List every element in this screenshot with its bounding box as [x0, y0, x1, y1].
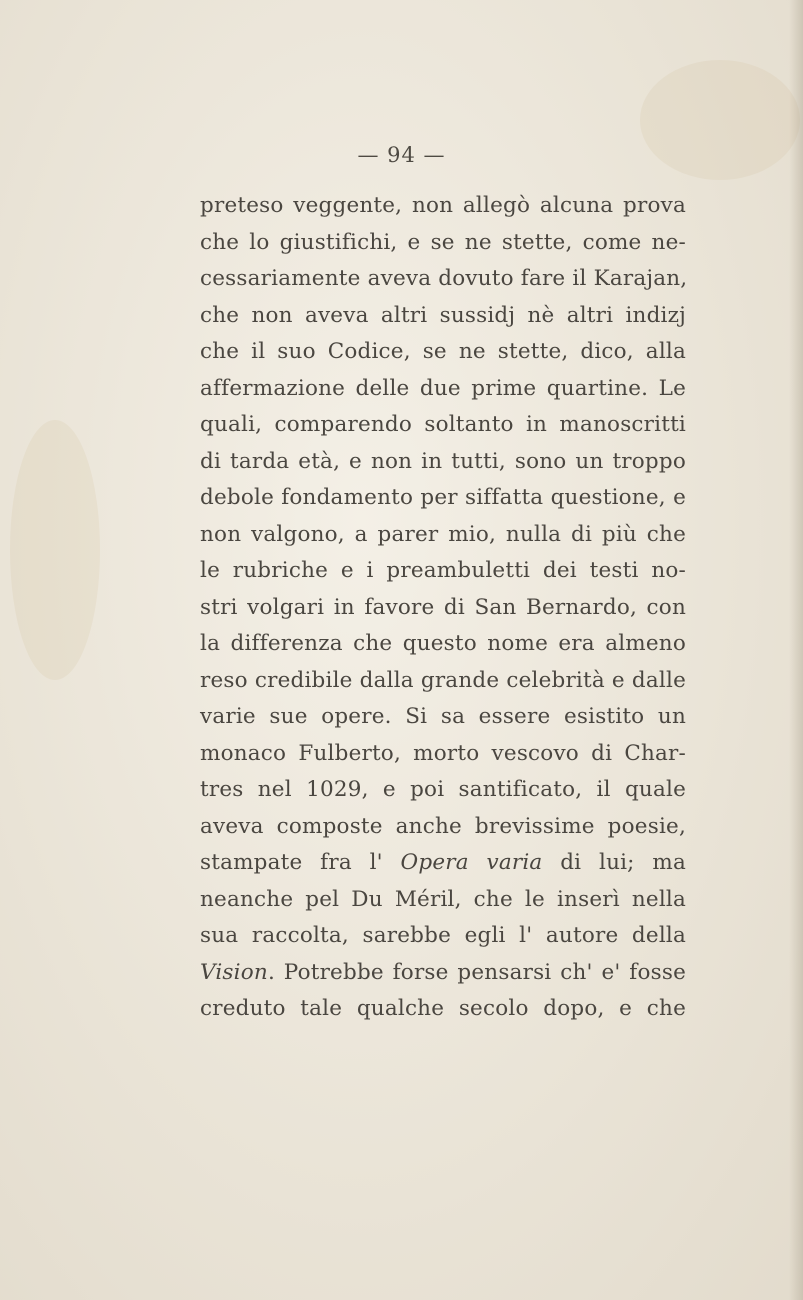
- text-line: [200, 736, 686, 773]
- page-number: — 94 —: [357, 143, 446, 167]
- italic-title: Vision: [200, 959, 268, 985]
- text-segment: che non aveva altri sussidj nè altri indizj: [200, 302, 686, 328]
- text-segment: varie sue opere. Si sa essere esistito un: [200, 704, 686, 729]
- text-segment: stri volgari in favore di San Bernardo, con: [200, 594, 686, 620]
- text-line: [200, 188, 686, 225]
- text-line: [200, 553, 686, 590]
- text-segment: neanche pel Du Méril, che le inserì nella: [200, 886, 686, 912]
- text-segment: di lui; ma: [542, 850, 686, 875]
- text-segment: le rubriche e i preambuletti dei testi no-: [200, 558, 686, 583]
- text-segment: reso credibile dalla grande celebrità e dalle: [200, 667, 686, 693]
- text-segment: la differenza che questo nome era almeno: [200, 631, 686, 656]
- italic-title: Opera varia: [400, 850, 543, 875]
- text-segment: stampate fra l': [200, 850, 401, 875]
- text-line: [200, 371, 686, 408]
- text-segment: che lo giustifichi, e se ne stette, come ne-: [200, 229, 686, 255]
- text-line: [200, 334, 686, 371]
- text-line: [200, 955, 686, 992]
- text-segment: quali, comparendo soltanto in manoscritti: [200, 412, 686, 437]
- text-line: [200, 225, 686, 262]
- paper-stain: [10, 420, 100, 680]
- text-line: [200, 991, 686, 1028]
- text-line: [200, 918, 686, 955]
- text-segment: cessariamente aveva dovuto fare il Karajan,: [200, 266, 688, 291]
- text-line: [200, 699, 686, 736]
- text-segment: di tarda età, e non in tutti, sono un troppo: [200, 448, 686, 474]
- page-edge-shadow: [789, 0, 803, 1300]
- text-segment: preteso veggente, non allegò alcuna prova: [200, 193, 686, 218]
- text-segment: monaco Fulberto, morto vescovo di Char-: [200, 740, 686, 766]
- text-line: [200, 261, 686, 298]
- text-segment: che il suo Codice, se ne stette, dico, alla: [200, 339, 686, 364]
- text-line: [200, 626, 686, 663]
- text-line: [200, 480, 686, 517]
- text-segment: creduto tale qualche secolo dopo, e che: [200, 996, 686, 1021]
- text-segment: non valgono, a parer mio, nulla di più che: [200, 521, 686, 547]
- text-line: [200, 590, 686, 627]
- text-line: [200, 517, 686, 554]
- text-segment: debole fondamento per siffatta questione, e: [200, 485, 686, 510]
- text-line: [200, 845, 686, 882]
- body-text: [200, 188, 686, 1028]
- text-segment: sua raccolta, sarebbe egli l' autore della: [200, 923, 686, 948]
- text-segment: affermazione delle due prime quartine. Le: [200, 375, 686, 401]
- text-line: [200, 772, 686, 809]
- text-line: [200, 663, 686, 700]
- text-segment: . Potrebbe forse pensarsi ch' e' fosse: [267, 959, 686, 985]
- text-line: [200, 298, 686, 335]
- text-line: [200, 444, 686, 481]
- text-line: [200, 407, 686, 444]
- text-segment: tres nel 1029, e poi santificato, il quale: [200, 777, 686, 802]
- text-segment: aveva composte anche brevissime poesie,: [200, 813, 686, 839]
- text-line: [200, 809, 686, 846]
- text-line: [200, 882, 686, 919]
